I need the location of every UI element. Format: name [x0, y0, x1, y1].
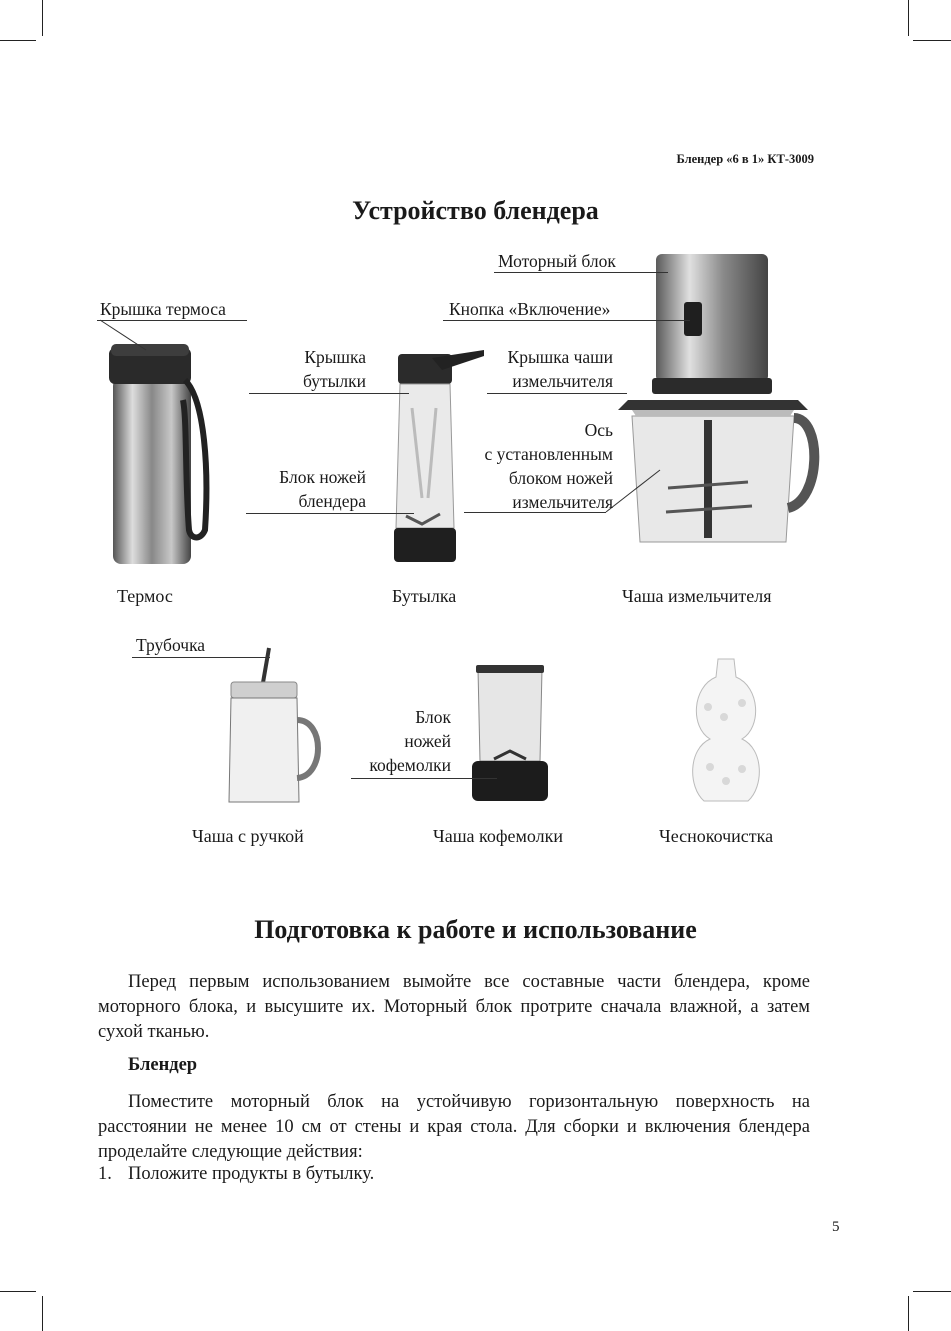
caption-chopper-bowl: Чаша измельчителя: [622, 586, 772, 606]
leader-line: [132, 657, 270, 658]
label-power-button: Кнопка «Включение»: [449, 299, 611, 319]
paragraph-intro: Перед первым использованием вымойте все составные части блендера, кроме моторного блока, и высушите их. Моторный блок протрите сначала влажной, а затем сухой тканью.: [98, 972, 810, 1042]
caption-grinder-bowl: Чаша кофемолки: [433, 826, 564, 846]
label-straw: Трубочка: [136, 635, 206, 655]
paragraph-blender-setup: Поместите моторный блок на устойчивую горизонтальную поверхность на расстоянии не менее 10 см от стены и края стола. Для сборки и включения блендера проделайте следующие действия:: [98, 1092, 810, 1162]
label-chopper-lid-line1: Крышка чаши: [507, 347, 613, 367]
label-bottle-lid-line2: бутылки: [303, 371, 366, 391]
caption-thermos: Термос: [117, 586, 173, 606]
label-motor-block: Моторный блок: [498, 251, 616, 271]
leader-line: [351, 778, 497, 779]
label-blender-blades-line2: блендера: [298, 491, 366, 511]
running-header: Блендер «6 в 1» КТ-3009: [676, 152, 814, 166]
label-bottle-lid-line1: Крышка: [304, 347, 366, 367]
list-item: [98, 1162, 374, 1187]
label-grinder-blades-line1: Блок: [415, 707, 451, 727]
label-grinder-blades-line2: ножей: [404, 731, 451, 751]
list-item-number: 1.: [98, 1164, 112, 1184]
label-grinder-blades-line3: кофемолки: [369, 755, 451, 775]
label-axis-line1: Ось: [584, 420, 613, 440]
label-blender-blades-line1: Блок ножей: [279, 467, 366, 487]
label-bottle-lid: [270, 345, 366, 393]
section-title-device: Устройство блендера: [352, 196, 599, 225]
label-axis-with-blades: [450, 418, 613, 514]
label-axis-line3: блоком ножей: [508, 468, 613, 488]
label-axis-line4: измельчителя: [512, 492, 613, 512]
label-chopper-lid: [472, 345, 613, 393]
subheading-blender: Блендер: [128, 1055, 198, 1075]
leader-line: [249, 393, 409, 394]
page-number: 5: [832, 1219, 840, 1235]
caption-mug: Чаша с ручкой: [192, 826, 304, 846]
caption-bottle: Бутылка: [392, 586, 457, 606]
label-chopper-lid-line2: измельчителя: [512, 371, 613, 391]
leader-line: [464, 512, 606, 513]
label-axis-line2: с установленным: [484, 444, 613, 464]
list-item-text: Положите продукты в бутылку.: [128, 1164, 375, 1184]
label-thermos-lid: Крышка термоса: [100, 299, 226, 319]
section-title-preparation: Подготовка к работе и использование: [254, 915, 697, 944]
label-grinder-blades: [340, 705, 451, 777]
caption-garlic-peeler: Чеснокочистка: [659, 826, 774, 846]
leader-line: [487, 393, 627, 394]
leader-line: [246, 513, 414, 514]
label-blender-blades: [250, 465, 366, 513]
